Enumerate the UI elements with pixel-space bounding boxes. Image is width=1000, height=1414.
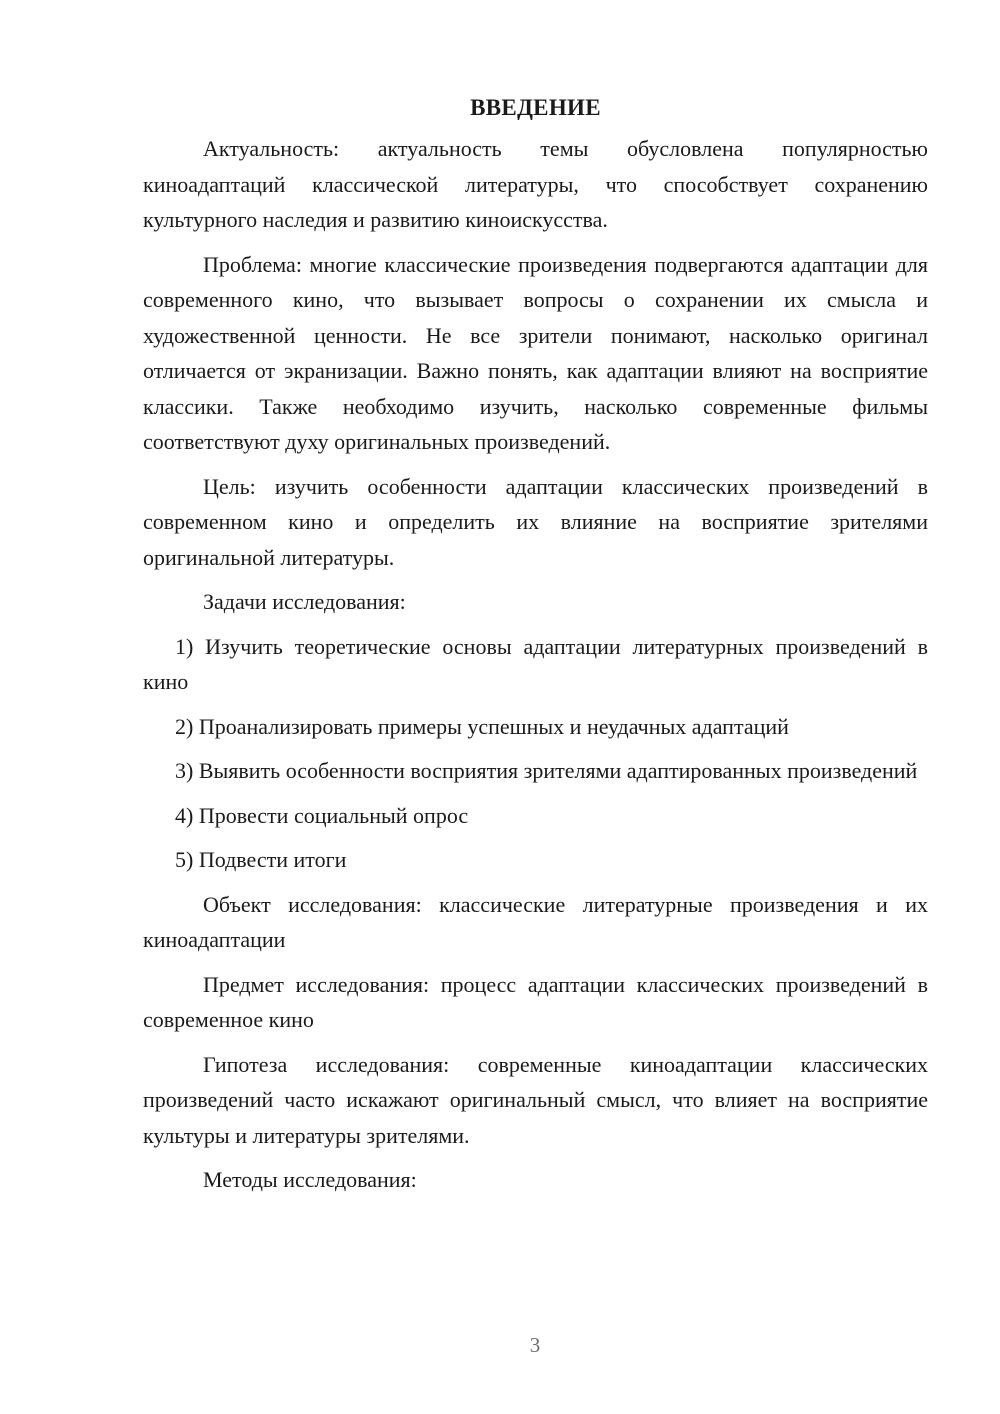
list-item: 4) Провести социальный опрос — [175, 802, 469, 828]
list-item: 1) Изучить теоретические основы адаптации литературных произведений в кино — [143, 633, 928, 694]
paragraph-object: Объект исследования: классические литературные произведения и их киноадаптации — [143, 891, 928, 952]
paragraph-relevance: Актуальность: актуальность темы обусловлена популярностью киноадаптаций классической литературы, что способствует сохранению культурного наследия и развитию киноискусства. — [143, 136, 928, 232]
section-title: ВВЕДЕНИЕ — [470, 95, 601, 120]
page-number: 3 — [529, 1333, 541, 1357]
paragraph-goal: Цель: изучить особенности адаптации классических произведений в современном кино и определить их влияние на восприятие зрителями оригинальной литературы. — [143, 473, 928, 570]
paragraph-problem: Проблема: многие классические произведения подвергаются адаптации для современного кино, что вызывает вопросы о сохранении их смысла и художественной ценности. Не все зрители понимают, насколько оригинал отличается от экранизации. Важно понять, как адаптации влияют на восприятие классики. Также необходимо изучить, насколько современные фильмы соответствуют духу оригинальных произведений. — [143, 251, 928, 454]
paragraph-subject: Предмет исследования: процесс адаптации классических произведений в современное кино — [143, 971, 928, 1032]
list-item: 5) Подвести итоги — [175, 847, 347, 872]
document-page — [143, 90, 928, 1207]
list-item: 3) Выявить особенности восприятия зрителями адаптированных произведений — [175, 758, 918, 783]
paragraph-tasks-heading: Задачи исследования: — [203, 589, 406, 614]
paragraph-hypothesis: Гипотеза исследования: современные киноадаптации классических произведений часто искажают оригинальный смысл, что влияет на восприятие культуры и литературы зрителями. — [143, 1051, 928, 1148]
list-item: 2) Проанализировать примеры успешных и неудачных адаптаций — [175, 713, 789, 739]
paragraph-methods: Методы исследования: — [203, 1167, 417, 1192]
